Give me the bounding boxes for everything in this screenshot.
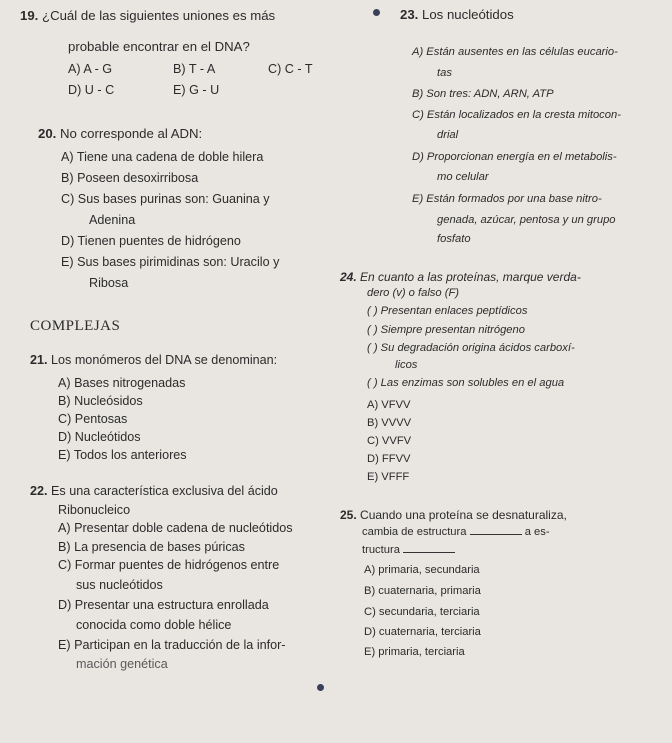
q20-option-a: A) Tiene una cadena de doble hilera: [61, 150, 264, 164]
q23-number: 23.: [400, 7, 419, 22]
q25-text: Cuando una proteína se desnaturaliza,: [360, 508, 567, 522]
q23-option-c: C) Están localizados en la cresta mitocon-: [412, 109, 621, 121]
q20-text: No corresponde al ADN:: [60, 126, 203, 141]
q25-option-e: E) primaria, terciaria: [364, 646, 465, 658]
q23-option-e-cont2: fosfato: [437, 233, 471, 245]
q24-text: En cuanto a las proteínas, marque verda-: [360, 270, 581, 284]
q22-line1: [30, 483, 278, 499]
q24-statement-2: ( ) Siempre presentan nitrógeno: [367, 324, 525, 336]
q24-option-a: A) VFVV: [367, 399, 411, 411]
q25-option-a: A) primaria, secundaria: [364, 564, 480, 576]
q19-option-c: C) C - T: [268, 62, 313, 76]
q24-option-b: B) VVVV: [367, 417, 412, 429]
q25-line2: [362, 524, 550, 540]
q25-line3: [362, 542, 455, 558]
q24-line2: dero (v) o falso (F): [367, 287, 460, 299]
q19-line2: probable encontrar en el DNA?: [68, 39, 250, 54]
q21-option-e: E) Todos los anteriores: [58, 448, 187, 462]
q22-line2: Ribonucleico: [58, 503, 131, 517]
bullet-dot: [317, 684, 324, 691]
q23-option-e: E) Están formados por una base nitro-: [412, 193, 602, 205]
q19-line1: [20, 8, 275, 24]
q21-option-a: A) Bases nitrogenadas: [58, 376, 186, 390]
q25-option-d: D) cuaternaria, terciaria: [364, 626, 481, 638]
q23-option-d: D) Proporcionan energía en el metabolis-: [412, 151, 617, 163]
q22-option-d: D) Presentar una estructura enrollada: [58, 598, 269, 612]
q20-number: 20.: [38, 126, 57, 141]
q20-option-e-cont: Ribosa: [89, 276, 129, 290]
q24-statement-4: ( ) Las enzimas son solubles en el agua: [367, 377, 565, 389]
q21-option-b: B) Nucleósidos: [58, 394, 143, 408]
q20-title-line: [38, 126, 202, 142]
q22-option-e: E) Participan en la traducción de la infor-: [58, 638, 286, 652]
q23-text: Los nucleótidos: [422, 7, 514, 22]
section-heading: COMPLEJAS: [30, 318, 121, 334]
q19-option-e: E) G - U: [173, 83, 220, 97]
q19-option-d: D) U - C: [68, 83, 115, 97]
q25-line1: [340, 507, 567, 523]
q25-text-2b: a es-: [524, 526, 550, 538]
q24-option-e: E) VFFF: [367, 471, 410, 483]
q23-option-e-cont: genada, azúcar, pentosa y un grupo: [437, 214, 616, 226]
q22-number: 22.: [30, 484, 48, 498]
q21-text: Los monómeros del DNA se denominan:: [51, 353, 278, 367]
q22-option-e-cont: mación genética: [76, 657, 168, 671]
q21-option-d: D) Nucleótidos: [58, 430, 141, 444]
q23-option-d-cont: mo celular: [437, 171, 489, 183]
q23-option-c-cont: drial: [437, 129, 459, 141]
answer-blank: [470, 524, 522, 535]
q19-option-a: A) A - G: [68, 62, 113, 76]
q25-option-b: B) cuaternaria, primaria: [364, 585, 481, 597]
q22-option-c: C) Formar puentes de hidrógenos entre: [58, 558, 280, 572]
q20-option-b: B) Poseen desoxirribosa: [61, 171, 199, 185]
q25-text-3: tructura: [362, 544, 400, 556]
q22-text: Es una característica exclusiva del ácido: [51, 484, 278, 498]
q24-statement-1: ( ) Presentan enlaces peptídicos: [367, 305, 528, 317]
q22-option-d-cont: conocida como doble hélice: [76, 618, 232, 632]
q24-number: 24.: [340, 270, 357, 284]
q21-option-c: C) Pentosas: [58, 412, 128, 426]
q23-title-line: [400, 7, 514, 23]
answer-blank: [403, 542, 455, 553]
q24-statement-3-cont: licos: [395, 359, 418, 371]
q24-option-c: C) VVFV: [367, 435, 412, 447]
q23-option-a-cont: tas: [437, 67, 452, 79]
q22-option-a: A) Presentar doble cadena de nucleótidos: [58, 521, 293, 535]
q20-option-d: D) Tienen puentes de hidrógeno: [61, 234, 241, 248]
q24-statement-3: ( ) Su degradación origina ácidos carboxí-: [367, 342, 575, 354]
q19-option-b: B) T - A: [173, 62, 216, 76]
q20-option-c: C) Sus bases purinas son: Guanina y: [61, 192, 270, 206]
q24-line1: [340, 269, 581, 285]
bullet-dot: [373, 9, 380, 16]
q24-option-d: D) FFVV: [367, 453, 411, 465]
q22-option-b: B) La presencia de bases púricas: [58, 540, 245, 554]
q23-option-a: A) Están ausentes en las células eucario-: [412, 46, 618, 58]
q20-option-c-cont: Adenina: [89, 213, 136, 227]
q22-option-c-cont: sus nucleótidos: [76, 578, 163, 592]
q19-number: 19.: [20, 8, 39, 23]
q23-option-b: B) Son tres: ADN, ARN, ATP: [412, 88, 554, 100]
q25-option-c: C) secundaria, terciaria: [364, 606, 480, 618]
q19-text: ¿Cuál de las siguientes uniones es más: [42, 8, 276, 23]
q25-text-2a: cambia de estructura: [362, 526, 467, 538]
q21-title-line: [30, 352, 277, 368]
q25-number: 25.: [340, 508, 357, 522]
q21-number: 21.: [30, 353, 48, 367]
q20-option-e: E) Sus bases pirimidinas son: Uracilo y: [61, 255, 280, 269]
